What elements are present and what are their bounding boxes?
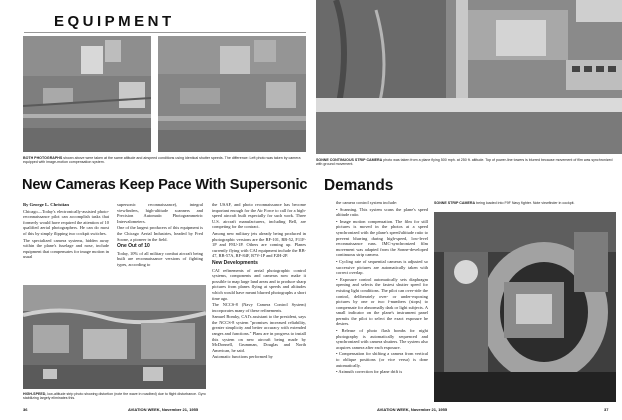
top-photos-caption — [23, 156, 306, 165]
page-number-left: 36 — [23, 407, 28, 412]
article-column-1 — [23, 202, 109, 261]
caption-text: low-altitude strip photo showing distortion (note the wave in roadbed) due to flight disturbance. Gyro stabilizing largely eliminates this. — [23, 392, 206, 401]
aerial-photo-blurred-art — [158, 36, 306, 152]
aerial-photo-uncompensated — [158, 36, 306, 152]
aerial-photo-art — [23, 36, 151, 152]
aerial-photo-compensated — [23, 36, 151, 152]
paragraph: Samuel Bomky, CAI's assistant to the president, says the NCCS-8 system "promises increased reliability, greater simplicity and better accuracy with extended ranges and functions." Plans are in progress to install this system on new aircraft being made by McDonnell, Grumman, Douglas and North American, he said. — [212, 314, 306, 353]
paragraph: • Cycling rate of sequential cameras is adjusted so successive pictures are automatically taken with correct overlap. — [336, 258, 428, 276]
paragraph: Chicago—Today's electronically-assisted photo-reconnaissance pilot can accomplish tasks that formerly would have required the attention of 10 qualified aerial photographers. He can do most of this by simply flipping two cockpit switches. — [23, 208, 109, 236]
paragraph: • Azimuth correction for plane drift is — [336, 369, 403, 375]
article-column-2 — [117, 202, 203, 269]
paragraph: • Release of photo flash bombs for night photography is automatically sequenced and synchronized with camera shutters. The system also acquires camera after each exposure. — [336, 328, 428, 350]
article-headline-continued: Demands — [324, 177, 394, 194]
subhead: One Out of 10 — [117, 243, 150, 250]
continuous-strip-caption — [316, 158, 616, 167]
continuous-strip-art — [316, 0, 622, 154]
caption-text: shown above were taken at the same altitude and airspeed conditions using identical shutter speeds. The difference: Left photo was taken by camera equipped with image-motion compensation system. — [23, 156, 301, 165]
subhead: New Developments — [212, 259, 258, 266]
paragraph: supersonic reconnaissance), integral viewfinders, high-altitude scanners and Precision Automatic Photogrammetric Intervalometers. — [117, 202, 203, 224]
strip-photo-caption — [23, 392, 207, 401]
paragraph: The specialized camera systems, hidden away within the plane's fuselage and nose, include equipment that compensates for image motion in usual — [23, 237, 109, 260]
paragraph: • Image motion compensation. The film for still pictures is moved in the photos at a speed synchronized with the plane's speed/altitude ratio to prevent blurring during high-speed, low-level reconnaissance runs. IMC-synchronized film movement was adapted from the Sonne-developed continuous strip camera. — [336, 218, 428, 258]
paragraph: • Exposure control automatically sets diaphragm opening and selects the fastest shutter speed for existing light conditions. The pilot can over-ride the control, deliberately over- or under-exposing pictures by one or two f-numbers (stops) to compensate for abnormally dark or light subjects. A small indicator on the plane's instrument panel permits the pilot to select the exact exposure he desires. — [336, 276, 428, 327]
paragraph: the camera control system include: — [336, 200, 398, 205]
paragraph: One of the largest producers of this equipment is the Chicago Aerial Industries, headed by Fred Soone, a pioneer in the field. — [117, 225, 203, 242]
caption-text: photo was taken from a plane flying 500 mph. at 250 ft. altitude. Top of power-line towers is blurred because movement of film was synchronized with ground movement. — [316, 158, 613, 167]
paragraph: Today, 10% of all military combat aircraft being built are reconnaissance versions of fighting types, according to — [117, 250, 203, 267]
paragraph: the USAF, and photo reconnaissance has become important enough for the Air Force to call for a high-speed aircraft built especially for such work. Three U.S. aircraft manufacturers, including Bell, are competing for the contract. — [212, 202, 306, 230]
paragraph: CAI refinements of aerial photographic control systems, components and cameras now make it possible to map large land areas and to produce sharp pictures from planes flying at speeds and altitudes which would have meant blurred photographs a short time ago. — [212, 267, 306, 301]
paragraph: • Compensation for shifting a camera from vertical to oblique positions (or vice versa) is done automatically. — [336, 351, 428, 368]
header-rule — [24, 32, 306, 33]
paragraph: Automatic functions performed by — [212, 354, 273, 360]
section-header: EQUIPMENT — [54, 13, 175, 30]
camera-loading-art — [434, 212, 616, 402]
byline: By George L. Christian — [23, 202, 69, 207]
article-column-3 — [212, 202, 306, 361]
caption-lead: SONNE STRIP CAMERA — [434, 201, 476, 205]
camera-photo-caption — [434, 201, 616, 205]
strip-camera-loading-photo — [434, 212, 616, 402]
caption-lead: BOTH PHOTOGRAPHS — [23, 156, 63, 160]
paragraph: • Scanning. This system scans the plane's speed altitude ratio. — [336, 206, 428, 218]
caption-lead: SONNE CONTINUOUS STRIP CAMERA — [316, 158, 383, 162]
paragraph: The NCCS-8 (Navy Camera Control System) incorporates many of these refinements. — [212, 302, 306, 313]
article-headline: New Cameras Keep Pace With Supersonic — [22, 177, 308, 193]
caption-text: being loaded into F9F Navy fighter. Note viewfinder in cockpit. — [476, 201, 575, 205]
strip-photo-distortion — [23, 285, 206, 389]
continuous-strip-photo — [316, 0, 622, 154]
page-number-right: 37 — [604, 407, 609, 412]
footer-left: AVIATION WEEK, November 21, 1955 — [128, 407, 199, 412]
caption-lead: HIGH-SPEED, — [23, 392, 47, 396]
paragraph: Among new military jets already being produced in photographic versions are the RF-101, RB-52, F11F-1P and F8U-1P. Others are coming up. Planes currently flying with CAI equipment include the RB-47, RB-57A, RF-84F, R7V-1P and F2H-2P. — [212, 230, 306, 259]
strip-photo-art — [23, 285, 206, 389]
footer-right: AVIATION WEEK, November 21, 1955 — [377, 407, 448, 412]
article-column-4 — [336, 200, 428, 376]
